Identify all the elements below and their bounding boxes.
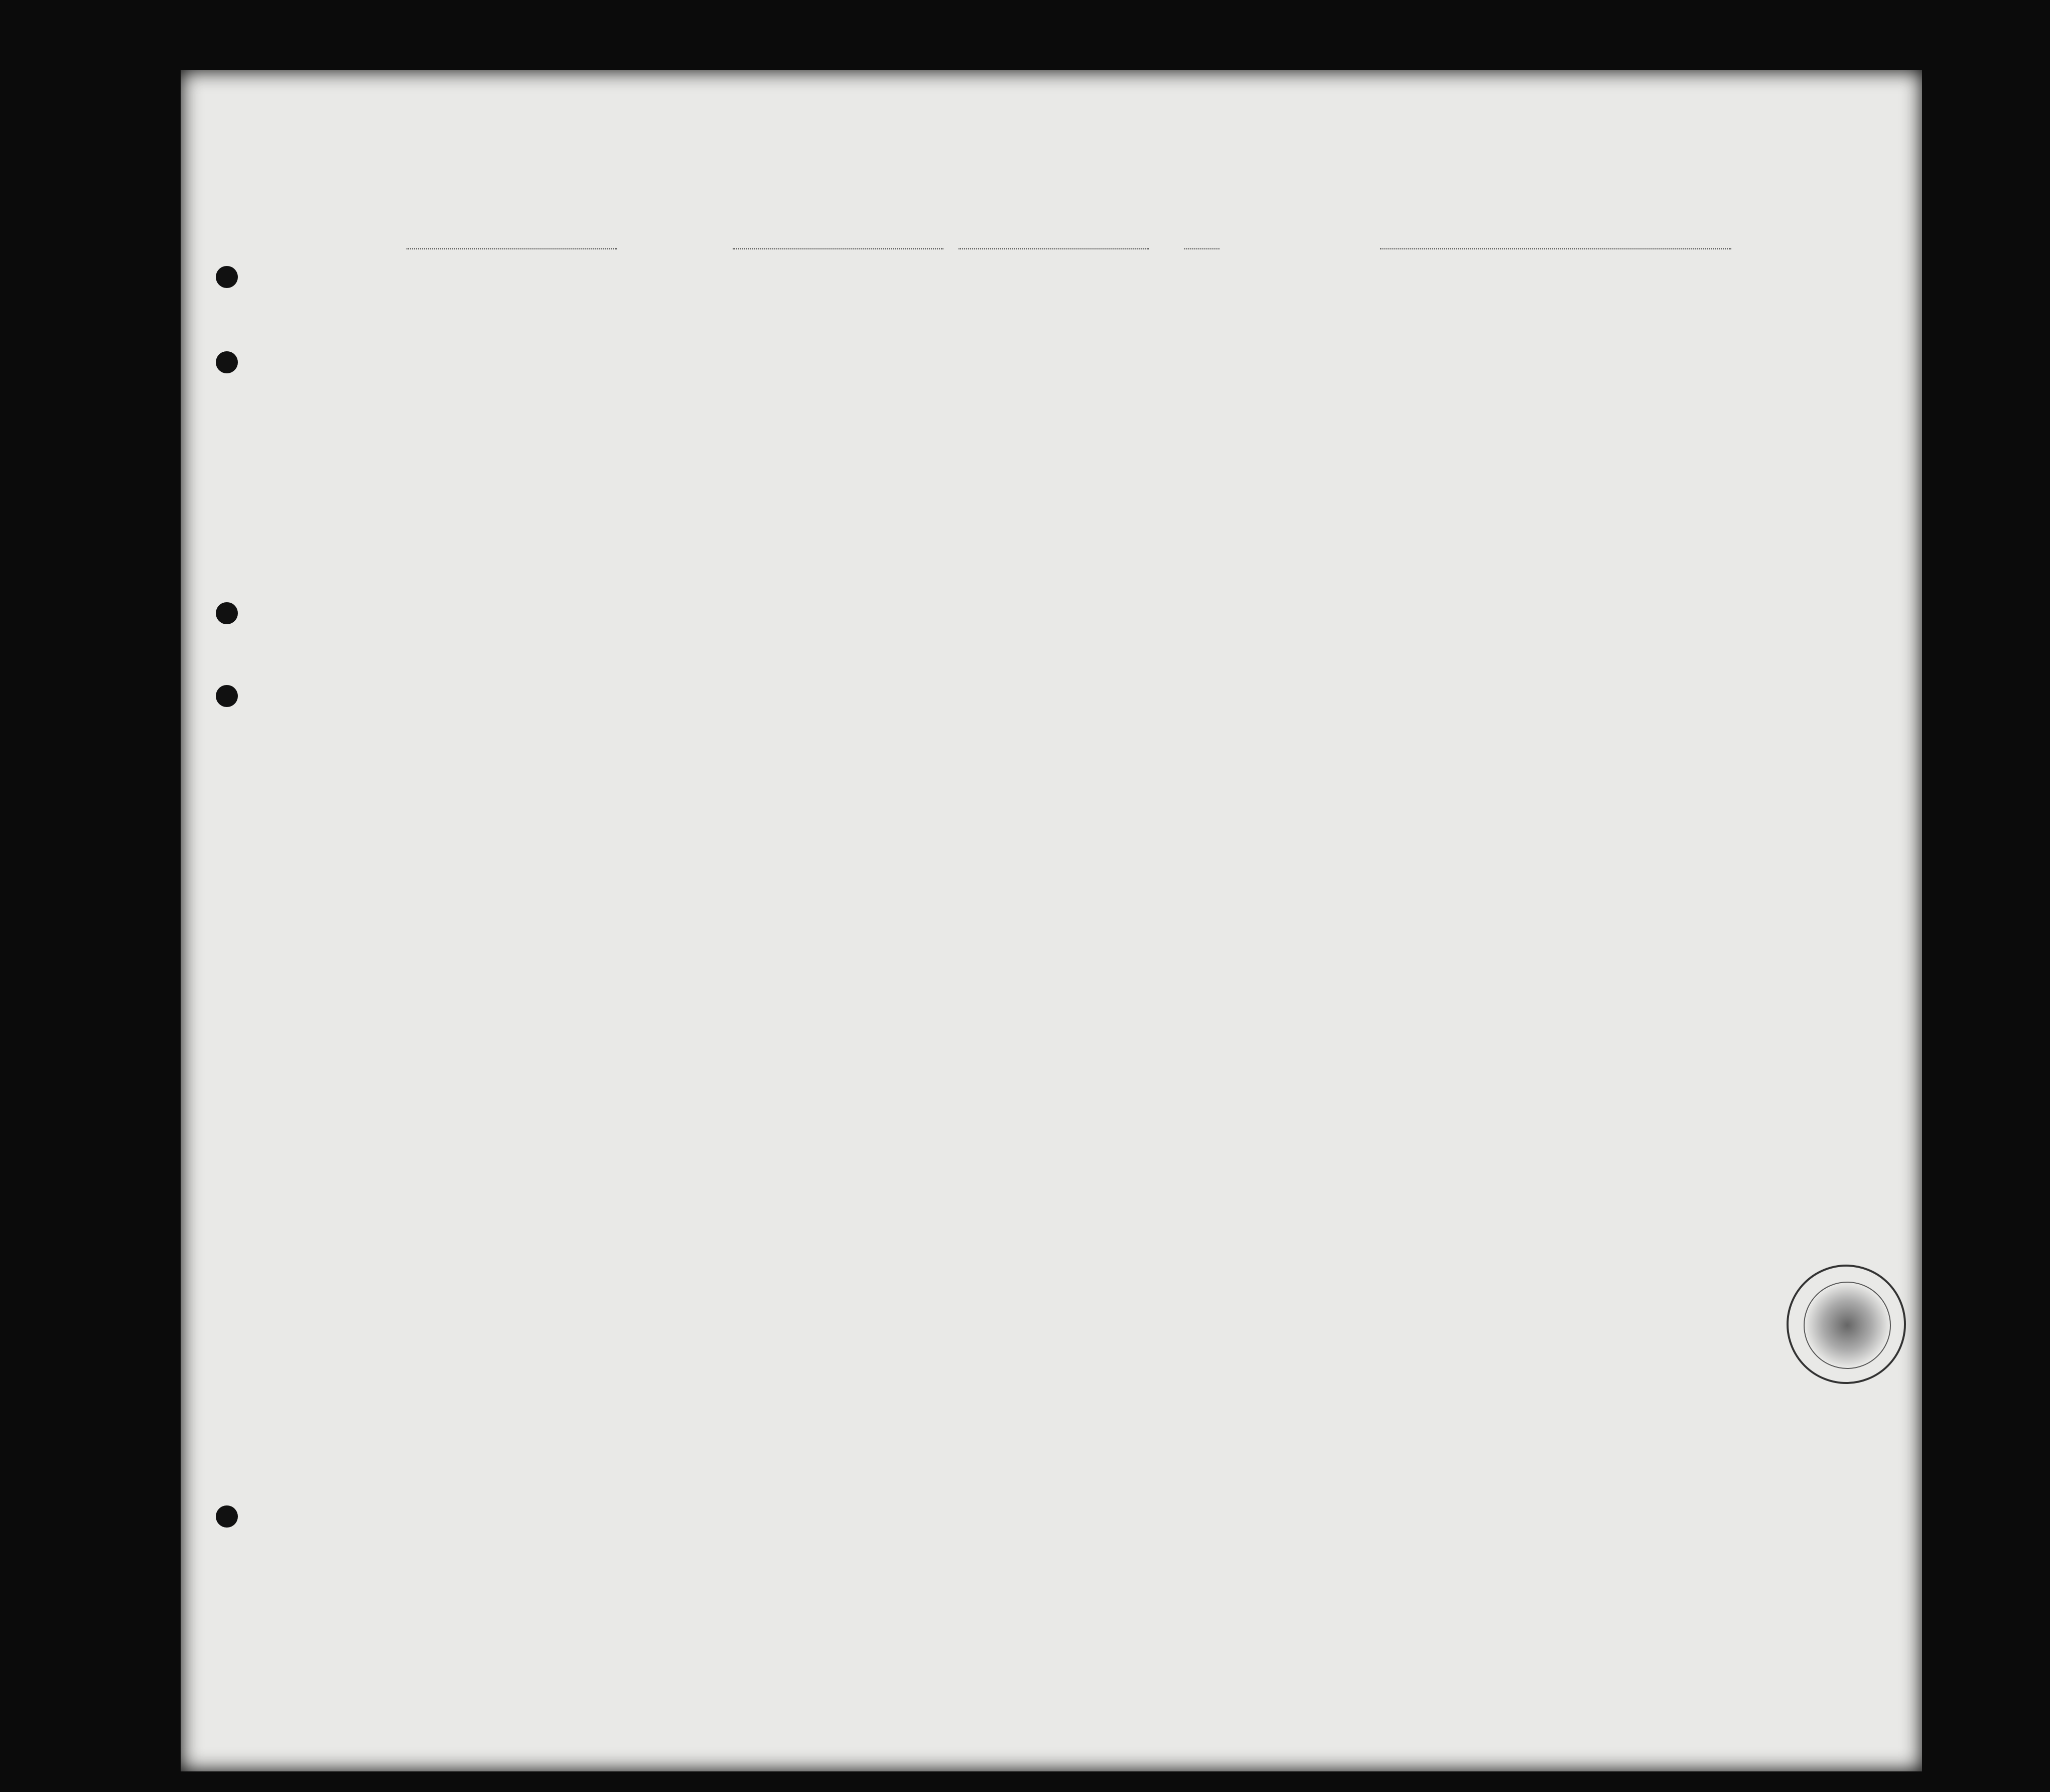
manifest-sheet xyxy=(181,70,1922,1771)
binder-hole xyxy=(216,602,238,624)
binder-hole xyxy=(216,685,238,707)
table-grid xyxy=(181,70,1922,1771)
binder-hole xyxy=(216,351,238,373)
binder-hole xyxy=(216,266,238,288)
consulate-seal xyxy=(1787,1265,1906,1384)
binder-hole xyxy=(216,1505,238,1528)
